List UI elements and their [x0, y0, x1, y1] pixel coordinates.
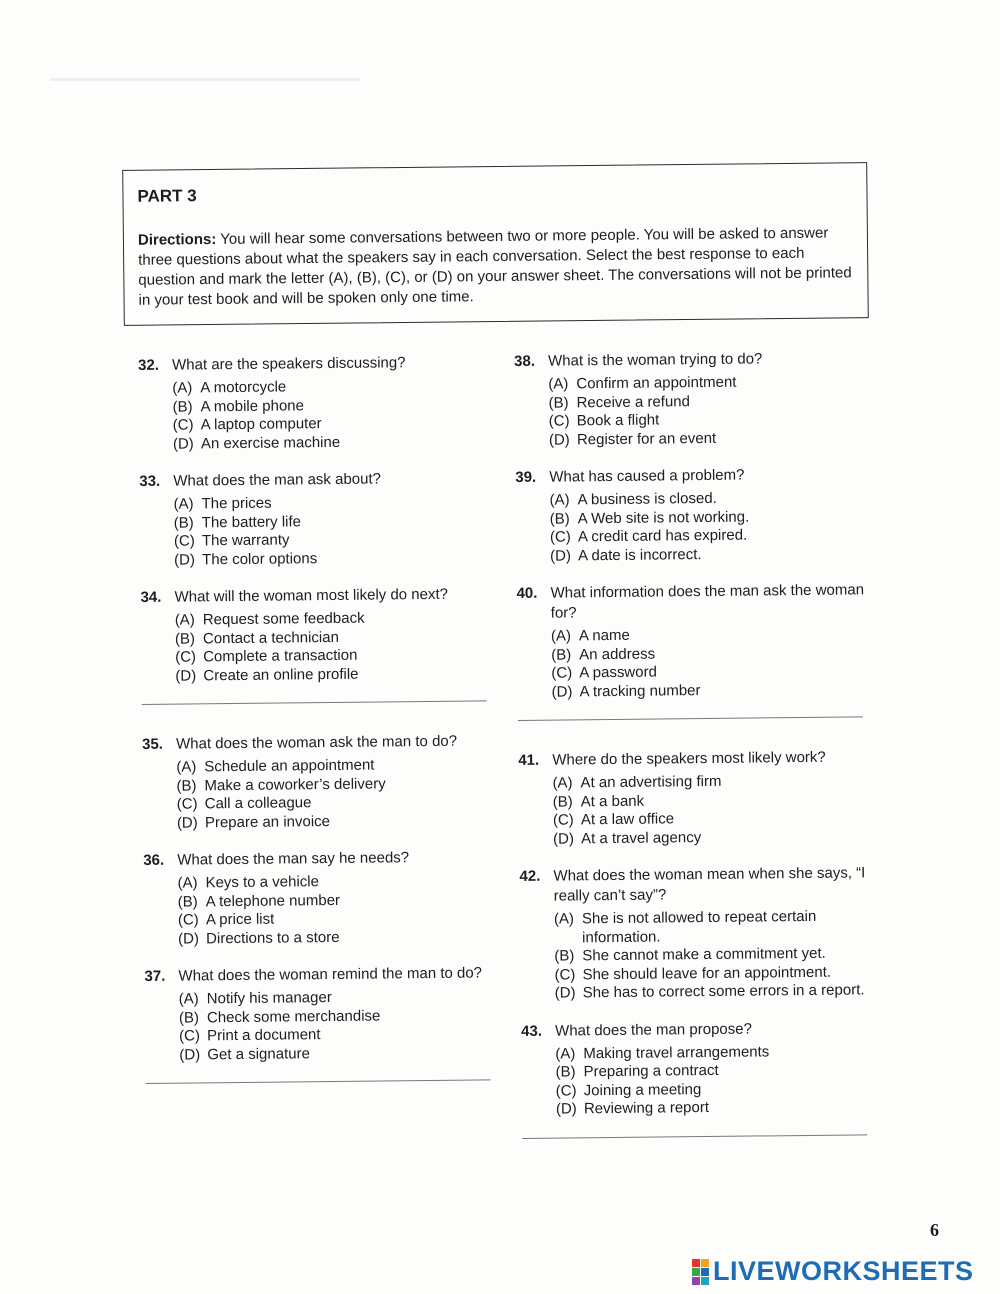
answer-option[interactable] — [550, 544, 876, 566]
option-letter: (B) — [551, 645, 572, 664]
option-letter: (B) — [174, 629, 196, 648]
option-text: A credit card has expired. — [577, 526, 748, 546]
liveworksheets-icon — [692, 1259, 709, 1285]
option-text: Request some feedback — [202, 609, 365, 629]
answer-options — [173, 492, 500, 569]
question-head — [519, 863, 879, 907]
option-text: Reviewing a report — [583, 1099, 710, 1118]
question-number: 32. — [138, 356, 160, 374]
question-head — [140, 584, 500, 608]
option-letter: (B) — [554, 947, 575, 965]
option-letter: (C) — [548, 412, 570, 430]
option-text: Check some merchandise — [206, 1006, 381, 1026]
option-text: Get a signature — [207, 1044, 310, 1063]
option-letter: (D) — [172, 434, 194, 453]
option-text: Create an online profile — [203, 665, 359, 684]
option-text: At an advertising firm — [580, 772, 722, 792]
directions-text: You will hear some conversations between two or more people. You will be asked to answer three questions about what the speakers say in each conversation. Select the best response to each question and mark the letter (A), (B), (C), or (D) on your answer sheet. The conversations will not be printed in your test book and will be spoken only one time. — [138, 224, 852, 309]
option-text: Making travel arrangements — [583, 1042, 770, 1062]
option-letter: (D) — [554, 984, 576, 1002]
option-text: At a travel agency — [581, 828, 702, 847]
question-40 — [516, 580, 877, 702]
question-number: 40. — [516, 584, 538, 602]
question-text: What does the woman mean when she says, “I really can’t say”? — [553, 864, 866, 905]
answer-option[interactable] — [179, 1043, 505, 1065]
directions-box — [122, 162, 869, 326]
question-head — [516, 580, 876, 624]
option-letter: (D) — [179, 1045, 201, 1064]
option-letter: (B) — [555, 1063, 576, 1081]
option-text: A mobile phone — [200, 396, 305, 415]
option-text: A password — [579, 663, 657, 682]
option-letter: (C) — [552, 811, 574, 829]
option-text: Make a coworker’s delivery — [204, 774, 386, 794]
directions-label: Directions: — [137, 230, 217, 249]
option-text: Print a document — [207, 1026, 321, 1045]
question-number: 36. — [143, 851, 165, 869]
liveworksheets-logo — [692, 1256, 974, 1287]
option-letter: (A) — [555, 1044, 576, 1063]
question-number: 39. — [515, 468, 537, 486]
option-text: Schedule an appointment — [204, 756, 375, 776]
option-letter: (D) — [174, 550, 196, 569]
question-head — [514, 348, 874, 372]
option-letter: (D) — [551, 682, 573, 701]
question-head — [143, 847, 503, 871]
question-text: What does the man propose? — [555, 1020, 752, 1040]
option-letter: (D) — [550, 546, 572, 565]
option-text: A Web site is not working. — [577, 508, 750, 527]
option-text: A name — [578, 626, 630, 645]
answer-options — [548, 372, 875, 449]
option-letter: (C) — [176, 795, 198, 813]
answer-option[interactable] — [173, 432, 499, 454]
answer-options — [554, 907, 881, 1003]
option-letter: (A) — [173, 495, 194, 513]
option-letter: (C) — [173, 532, 195, 550]
option-letter: (D) — [555, 1100, 577, 1118]
option-text: An address — [579, 645, 656, 663]
option-text: An exercise machine — [200, 433, 341, 452]
answer-option[interactable] — [554, 907, 880, 947]
part-title: PART 3 — [137, 186, 197, 206]
option-text: She is not allowed to repeat certain information. — [581, 907, 817, 946]
question-43 — [521, 1018, 882, 1120]
question-32 — [138, 352, 499, 454]
option-letter: (B) — [552, 792, 573, 811]
question-36 — [143, 847, 504, 949]
question-text: What does the man ask about? — [173, 470, 382, 490]
question-head — [142, 731, 502, 755]
question-38 — [514, 348, 875, 450]
answer-option[interactable] — [175, 664, 501, 686]
faint-line-bleedthrough — [50, 78, 360, 81]
option-text: Prepare an invoice — [204, 812, 331, 831]
option-text: Receive a refund — [576, 392, 691, 411]
question-head — [521, 1018, 881, 1042]
option-text: A price list — [205, 910, 275, 929]
question-head — [139, 468, 499, 492]
option-letter: (D) — [553, 829, 575, 848]
option-letter: (A) — [548, 375, 569, 393]
option-text: At a bank — [580, 792, 645, 810]
question-number: 42. — [519, 867, 541, 885]
answer-option[interactable] — [556, 1097, 882, 1119]
option-letter: (C) — [172, 416, 194, 434]
group-separator — [522, 1134, 867, 1139]
option-text: Preparing a contract — [583, 1061, 719, 1081]
answer-options — [177, 871, 504, 948]
question-number: 34. — [140, 588, 162, 606]
question-text: What has caused a problem? — [549, 466, 745, 486]
question-35 — [142, 731, 503, 833]
answer-option[interactable] — [555, 981, 881, 1003]
answer-option[interactable] — [553, 827, 879, 849]
directions — [138, 223, 854, 310]
option-letter: (A) — [552, 774, 573, 792]
option-text: At a law office — [580, 810, 675, 829]
option-text: She cannot make a commitment yet. — [582, 944, 826, 965]
option-letter: (A) — [176, 758, 197, 776]
answer-option[interactable] — [178, 927, 504, 949]
answer-options — [555, 1042, 882, 1119]
option-letter: (B) — [172, 397, 193, 416]
question-text: What does the woman remind the man to do? — [178, 964, 483, 985]
answer-option[interactable] — [549, 428, 875, 450]
liveworksheets-text: LIVEWORKSHEETS — [713, 1256, 974, 1286]
option-text: Directions to a store — [206, 928, 340, 947]
question-33 — [139, 468, 500, 570]
question-number: 35. — [141, 735, 164, 753]
option-letter: (B) — [177, 892, 198, 911]
question-41 — [518, 747, 879, 849]
question-number: 37. — [144, 967, 166, 985]
option-letter: (A) — [550, 627, 572, 645]
answer-options — [552, 771, 879, 848]
option-text: Register for an event — [576, 429, 717, 448]
option-text: She has to correct some errors in a report. — [582, 981, 865, 1002]
answer-options — [176, 755, 503, 832]
option-letter: (C) — [175, 648, 197, 666]
question-number: 38. — [514, 352, 536, 370]
option-letter: (D) — [175, 666, 197, 685]
option-letter: (C) — [555, 1081, 577, 1100]
answer-options — [172, 376, 499, 453]
option-text: Notify his manager — [206, 989, 332, 1008]
question-head — [138, 352, 498, 376]
option-letter: (B) — [548, 393, 569, 412]
answer-options — [175, 608, 502, 685]
option-text: The prices — [201, 494, 272, 513]
group-separator — [518, 716, 863, 721]
option-text: A date is incorrect. — [578, 545, 702, 564]
question-number: 41. — [518, 751, 540, 769]
question-text: What does the woman ask the man to do? — [175, 732, 458, 753]
option-letter: (C) — [177, 911, 199, 929]
option-letter: (C) — [179, 1027, 201, 1045]
question-text: What will the woman most likely do next? — [174, 585, 449, 606]
group-separator — [142, 700, 487, 705]
question-number: 33. — [139, 472, 161, 490]
option-letter: (C) — [554, 965, 576, 984]
option-letter: (B) — [549, 509, 570, 528]
option-letter: (B) — [178, 1008, 200, 1027]
answer-option[interactable] — [177, 811, 503, 833]
option-letter: (C) — [551, 664, 573, 682]
option-text: A business is closed. — [577, 489, 717, 509]
question-head — [518, 747, 878, 771]
option-letter: (A) — [177, 874, 198, 892]
option-letter: (A) — [174, 611, 195, 629]
option-letter: (D) — [176, 813, 198, 832]
option-text: She should leave for an appointment. — [582, 963, 832, 983]
option-letter: (B) — [173, 513, 194, 532]
answer-options — [179, 987, 506, 1064]
group-separator — [146, 1079, 491, 1084]
option-letter: (B) — [176, 776, 197, 795]
option-letter: (C) — [549, 528, 571, 546]
option-letter: (A) — [553, 910, 575, 928]
question-head — [515, 464, 875, 488]
option-text: The battery life — [201, 512, 302, 531]
option-text: A motorcycle — [200, 378, 287, 397]
answer-options — [549, 488, 876, 565]
option-letter: (A) — [549, 491, 570, 509]
option-letter: (D) — [548, 430, 570, 449]
question-text: Where do the speakers most likely work? — [552, 748, 826, 769]
question-39 — [515, 464, 876, 566]
question-text: What information does the man ask the woman for? — [550, 581, 865, 622]
question-number: 43. — [521, 1022, 543, 1040]
option-text: Book a flight — [576, 411, 660, 430]
option-letter: (A) — [178, 990, 199, 1008]
option-text: Confirm an appointment — [576, 373, 737, 393]
question-text: What does the man say he needs? — [177, 849, 410, 869]
page-number: 6 — [930, 1220, 939, 1240]
option-text: A laptop computer — [200, 415, 322, 434]
question-head — [144, 963, 504, 987]
answer-option[interactable] — [551, 680, 877, 702]
answer-option[interactable] — [174, 548, 500, 570]
right-question-column — [514, 348, 883, 1168]
option-text: The warranty — [201, 531, 290, 550]
option-text: Joining a meeting — [583, 1080, 702, 1099]
answer-options — [551, 624, 878, 701]
option-text: A telephone number — [205, 891, 341, 910]
option-letter: (A) — [172, 379, 193, 397]
question-37 — [144, 963, 505, 1065]
option-text: Keys to a vehicle — [205, 873, 320, 892]
option-text: Contact a technician — [202, 628, 339, 647]
option-text: The color options — [202, 549, 318, 568]
option-text: Call a colleague — [204, 794, 312, 813]
question-text: What is the woman trying to do? — [548, 350, 763, 370]
question-34 — [140, 584, 501, 686]
option-text: A tracking number — [579, 681, 701, 700]
question-42 — [519, 863, 880, 1003]
option-letter: (D) — [178, 929, 200, 948]
option-text: Complete a transaction — [203, 646, 358, 666]
left-question-column — [138, 352, 506, 1114]
question-text: What are the speakers discussing? — [172, 354, 406, 374]
